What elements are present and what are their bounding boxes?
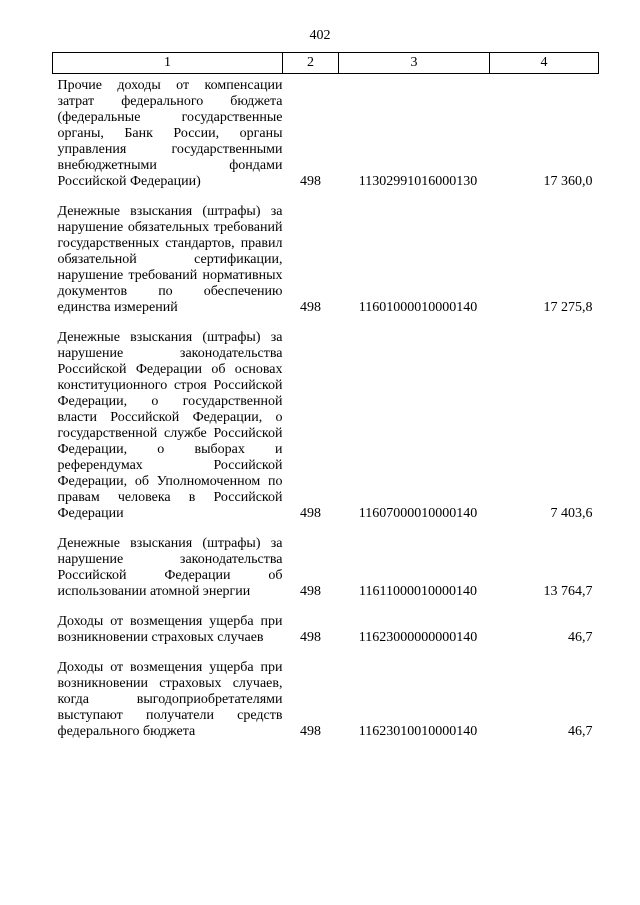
revenue-description: Денежные взыскания (штрафы) за нарушение законодательства Российской Федерации об основах конституционного строя Российской Федерации, о государственной власти Российской Федерации, о государственной службе Российской Федерации, о выборах и референдумах Российской Федерации, об Уполномоченном по правам человека в Российской Федерации <box>57 330 283 521</box>
column-header-1: 1 <box>53 53 283 74</box>
administrator-code: 498 <box>300 506 321 521</box>
table-row <box>53 330 599 522</box>
budget-classification-code: 11302991016000130 <box>358 174 478 189</box>
budget-revenue-table <box>52 52 599 740</box>
table-row <box>53 660 599 740</box>
budget-classification-code: 11623000000000140 <box>358 630 478 645</box>
page-number: 402 <box>309 28 331 43</box>
revenue-description: Доходы от возмещения ущерба при возникновении страховых случаев, когда выгодоприобретателями выступают получатели средств федерального бюджета <box>57 660 283 739</box>
administrator-code: 498 <box>300 630 321 645</box>
administrator-code: 498 <box>300 174 321 189</box>
revenue-description: Денежные взыскания (штрафы) за нарушение законодательства Российской Федерации об использовании атомной энергии <box>57 536 283 599</box>
column-header-2: 2 <box>283 53 339 74</box>
table-row <box>53 614 599 646</box>
column-header-3: 3 <box>339 53 490 74</box>
administrator-code: 498 <box>300 724 321 739</box>
revenue-amount: 7 403,6 <box>550 506 593 521</box>
revenue-amount: 17 360,0 <box>543 174 593 189</box>
budget-classification-code: 11601000010000140 <box>358 300 478 315</box>
column-header-4: 4 <box>490 53 599 74</box>
budget-classification-code: 11611000010000140 <box>359 584 477 599</box>
revenue-description: Доходы от возмещения ущерба при возникновении страховых случаев <box>57 614 283 645</box>
budget-classification-code: 11607000010000140 <box>358 506 478 521</box>
administrator-code: 498 <box>300 300 321 315</box>
table-row <box>53 78 599 190</box>
revenue-description: Денежные взыскания (штрафы) за нарушение обязательных требований государственных стандартов, правил обязательной сертификации, нарушение требований нормативных документов по обеспечению единства измерений <box>57 204 283 315</box>
revenue-amount: 46,7 <box>568 724 593 739</box>
budget-classification-code: 11623010010000140 <box>358 724 478 739</box>
revenue-amount: 46,7 <box>568 630 593 645</box>
revenue-description: Прочие доходы от компенсации затрат федерального бюджета (федеральные государственные органы, Банк России, органы управления государственными внебюджетными фондами Российской Федерации) <box>57 78 283 189</box>
revenue-amount: 17 275,8 <box>543 300 593 315</box>
revenue-amount: 13 764,7 <box>543 584 593 599</box>
table-header-row <box>53 53 599 74</box>
table-row <box>53 536 599 600</box>
administrator-code: 498 <box>300 584 321 599</box>
table-row <box>53 204 599 316</box>
